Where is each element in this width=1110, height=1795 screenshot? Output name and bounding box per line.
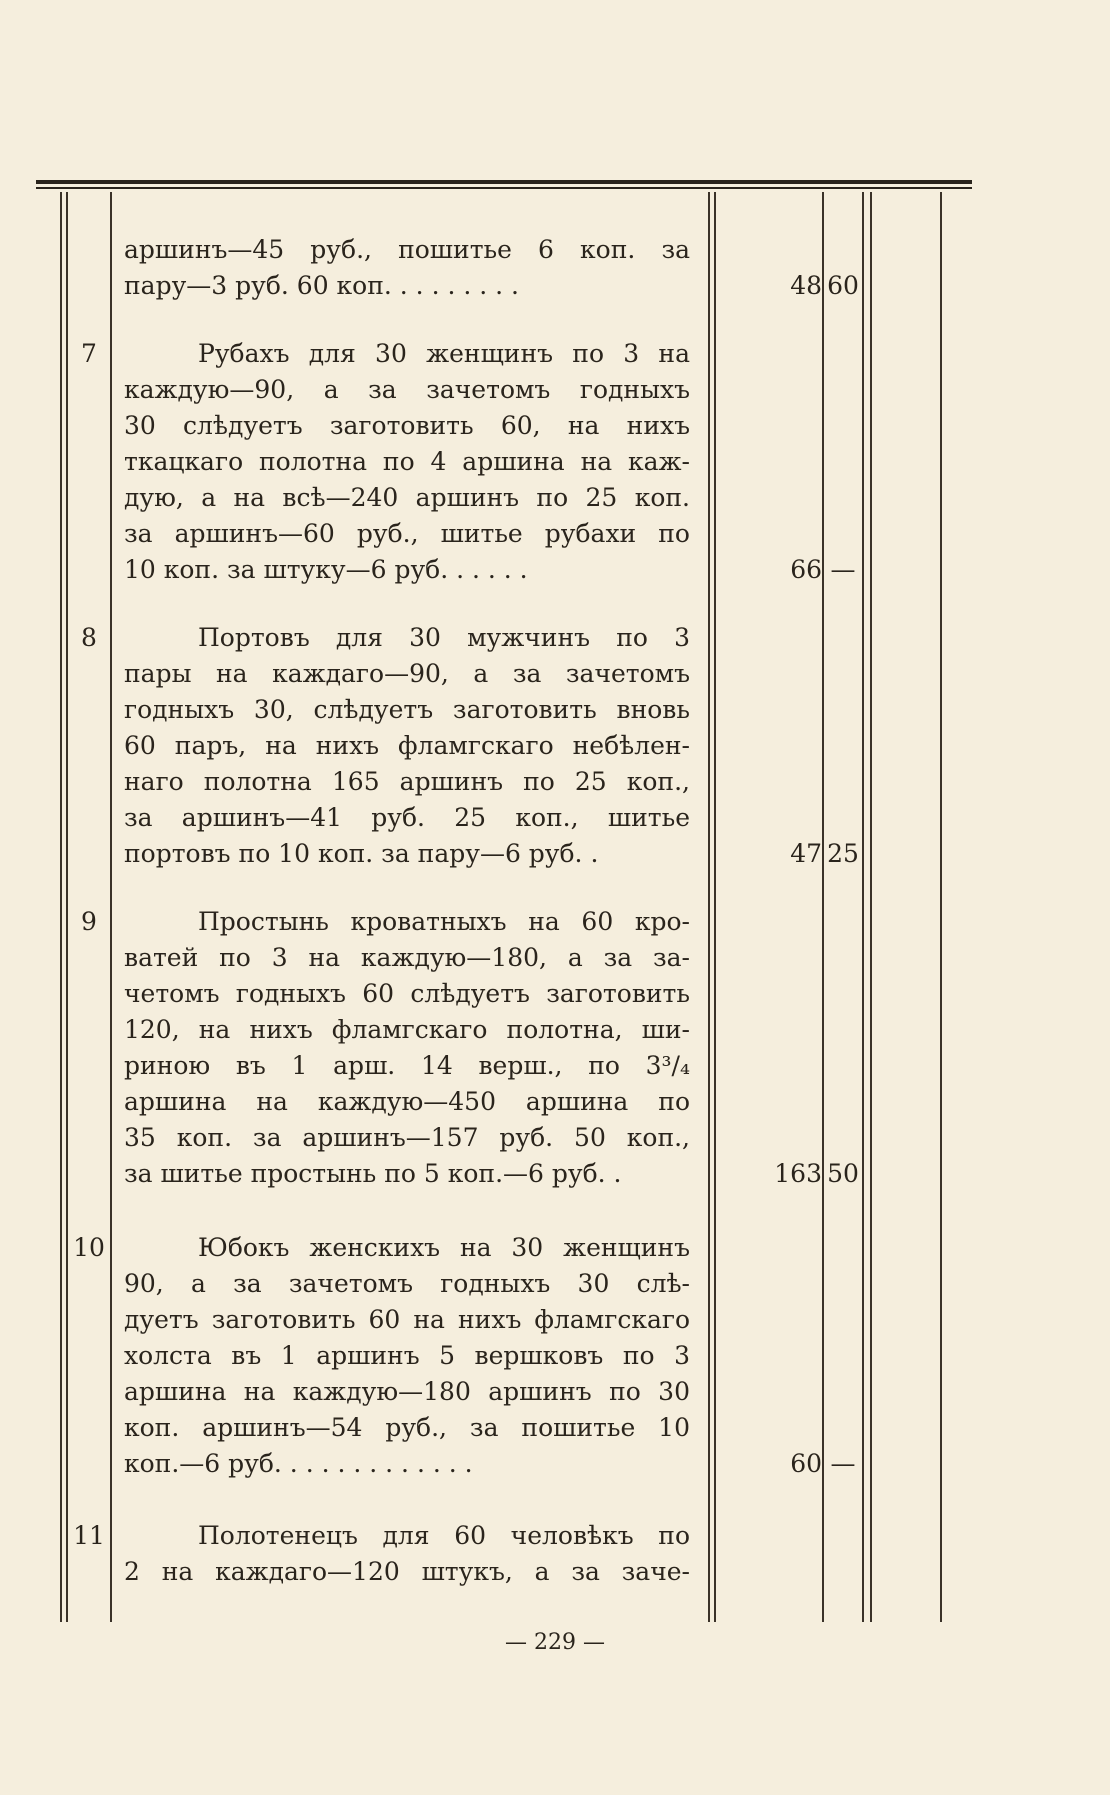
rub-kop-divider: [822, 192, 824, 1622]
table-border-right: [870, 192, 872, 1622]
entry-line: за шитье простынь по 5 коп.—6 руб. .: [124, 1159, 622, 1188]
table-border-left: [60, 192, 62, 1622]
text-column-divider: [708, 192, 710, 1622]
entry-line: аршина на каждую—180 аршинъ по 30: [124, 1377, 690, 1406]
entry-line: за аршинъ—60 руб., шитье рубахи по: [124, 519, 690, 548]
top-rule: [36, 180, 972, 184]
entry-line: ватей по 3 на каждую—180, а за за-: [124, 943, 690, 972]
entry-text: [124, 336, 690, 588]
entry-line: четомъ годныхъ 60 слѣдуетъ заготовить: [124, 979, 690, 1008]
entry-line: годныхъ 30, слѣдуетъ заготовить вновь: [124, 695, 690, 724]
entry-text: [124, 232, 690, 304]
amount-kop: —: [830, 555, 856, 584]
amount-kop: 60: [827, 271, 859, 300]
entry-line: коп.—6 руб. . . . . . . . . . . . .: [124, 1449, 473, 1478]
number-column-divider: [110, 192, 112, 1622]
entry-line: аршина на каждую—450 аршина по: [124, 1087, 690, 1116]
entry-text: [124, 904, 690, 1192]
entry-number: 10: [73, 1233, 105, 1262]
top-rule-thin: [36, 187, 972, 189]
amount-kop: —: [830, 1449, 856, 1478]
amount-rub: 48: [790, 271, 822, 300]
page-number: — 229 —: [505, 1630, 605, 1655]
entry-line: наго полотна 165 аршинъ по 25 коп.,: [124, 767, 690, 796]
entry-line: дую, а на всѣ—240 аршинъ по 25 коп.: [124, 483, 690, 512]
table-border-right-outer: [940, 192, 942, 1622]
entry-line: 10 коп. за штуку—6 руб. . . . . .: [124, 555, 528, 584]
entry-line: пары на каждаго—90, а за зачетомъ: [124, 659, 690, 688]
entry-line: ткацкаго полотна по 4 аршина на каж-: [124, 447, 690, 476]
entry-line: 60 паръ, на нихъ фламгскаго небѣлен-: [124, 731, 690, 760]
entry-line: 120, на нихъ фламгскаго полотна, ши-: [124, 1015, 690, 1044]
entry-number: 9: [81, 907, 97, 936]
entry-line: аршинъ—45 руб., пошитье 6 коп. за: [124, 235, 690, 264]
kop-column-divider: [862, 192, 864, 1622]
entry-line: 35 коп. за аршинъ—157 руб. 50 коп.,: [124, 1123, 690, 1152]
entry-line: 2 на каждаго—120 штукъ, а за заче-: [124, 1557, 690, 1586]
entry-number: 8: [81, 623, 97, 652]
entry-line: Полотенецъ для 60 человѣкъ по: [198, 1521, 690, 1550]
entry-line: Юбокъ женскихъ на 30 женщинъ: [198, 1233, 690, 1262]
amount-rub: 47: [790, 839, 822, 868]
entry-line: Портовъ для 30 мужчинъ по 3: [198, 623, 690, 652]
entry-text: [124, 1230, 690, 1482]
entry-line: портовъ по 10 коп. за пару—6 руб. .: [124, 839, 599, 868]
amount-rub: 163: [774, 1159, 822, 1188]
amount-rub: 60: [790, 1449, 822, 1478]
entry-line: холста въ 1 аршинъ 5 вершковъ по 3: [124, 1341, 690, 1370]
entry-line: коп. аршинъ—54 руб., за пошитье 10: [124, 1413, 690, 1442]
entry-number: 7: [81, 339, 97, 368]
amount-kop: 25: [827, 839, 859, 868]
entry-text: [124, 620, 690, 872]
entry-line: риною въ 1 арш. 14 верш., по 3³/₄: [124, 1051, 690, 1080]
amount-kop: 50: [827, 1159, 859, 1188]
text-column-divider-inner: [714, 192, 716, 1622]
entry-line: 30 слѣдуетъ заготовить 60, на нихъ: [124, 411, 690, 440]
entry-line: Простынь кроватныхъ на 60 кро-: [198, 907, 690, 936]
entry-number: 11: [73, 1521, 105, 1550]
entry-line: Рубахъ для 30 женщинъ по 3 на: [198, 339, 690, 368]
entry-line: пару—3 руб. 60 коп. . . . . . . . .: [124, 271, 519, 300]
entry-text: [124, 1518, 690, 1590]
entry-line: дуетъ заготовить 60 на нихъ фламгскаго: [124, 1305, 690, 1334]
entry-line: 90, а за зачетомъ годныхъ 30 слѣ-: [124, 1269, 690, 1298]
amount-rub: 66: [790, 555, 822, 584]
entry-line: за аршинъ—41 руб. 25 коп., шитье: [124, 803, 690, 832]
entry-line: каждую—90, а за зачетомъ годныхъ: [124, 375, 690, 404]
